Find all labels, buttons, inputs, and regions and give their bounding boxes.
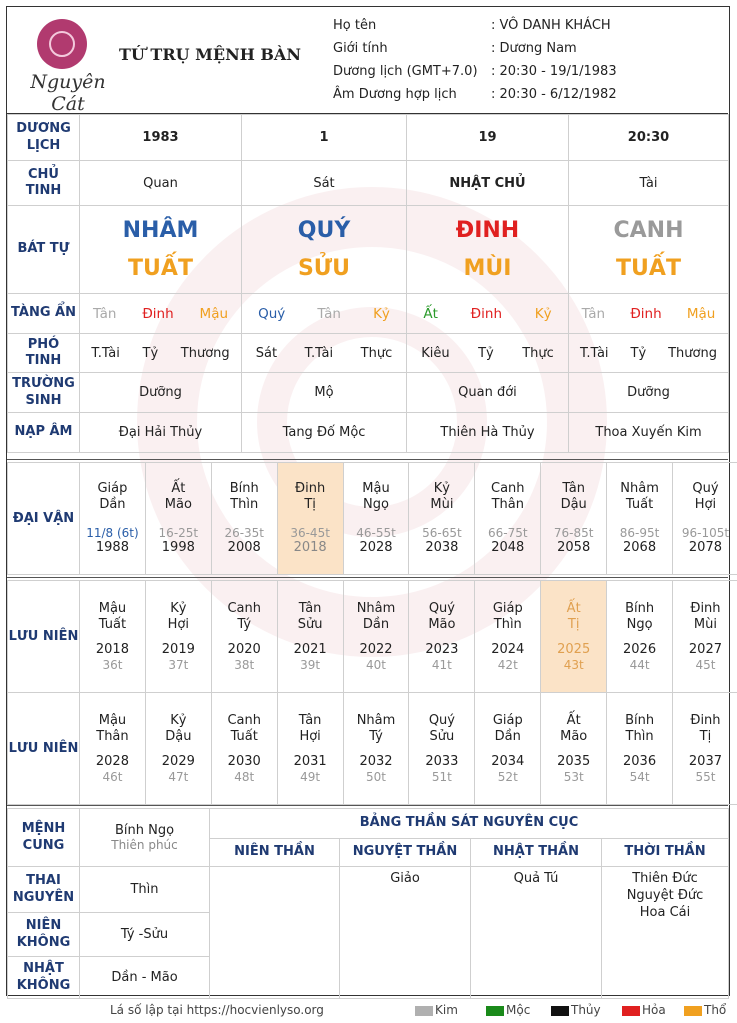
bat-tu-cell [569, 206, 729, 294]
luu-nien-cell [673, 581, 737, 693]
luu-nien-year: 2021 [293, 642, 327, 658]
tang-an-item: Tân [92, 305, 117, 322]
luu-nien-cell [541, 581, 607, 693]
luu-nien-can: Nhâm [356, 712, 396, 728]
dai-van-chi: Mão [164, 496, 192, 512]
dai-van-cell [673, 463, 737, 575]
luu-nien-age: 49t [300, 769, 321, 784]
truong-sinh-month: Mộ [242, 373, 407, 413]
than-sat-title: BẢNG THẦN SÁT NGUYÊN CỤC [210, 809, 729, 839]
label-truong-sinh: TRƯỜNG SINH [8, 373, 80, 413]
dai-van-age: 16-25t [158, 526, 199, 541]
luu-nien-can: Canh [227, 712, 261, 728]
legend-thuy: Thủy [551, 1003, 601, 1017]
info-label-solar: Dương lịch (GMT+7.0) [333, 64, 478, 79]
legend-tho: Thổ [684, 1003, 726, 1017]
tang-an-item: Mậu [686, 305, 716, 322]
tang-an-cell [407, 294, 569, 334]
dai-van-age: 56-65t [422, 526, 462, 541]
luu-nien-can: Kỷ [170, 712, 187, 728]
luu-nien-year: 2025 [557, 642, 591, 658]
dai-van-cell [541, 463, 607, 575]
pho-tinh-item: Thực [522, 345, 554, 361]
dai-van-chi: Ngọ [363, 496, 389, 512]
luu-nien-cell [211, 693, 277, 805]
luu-nien-age: 51t [431, 769, 452, 784]
luu-nien-age: 39t [300, 657, 321, 672]
luu-nien-can: Tân [298, 600, 322, 616]
dai-van-age: 96-105t [681, 526, 730, 541]
pillar-table [7, 114, 729, 453]
pho-tinh-cell [407, 334, 569, 373]
nhat-khong-value: Dần - Mão [80, 957, 210, 999]
pho-tinh-group [569, 346, 728, 361]
luu-nien-cell [80, 581, 146, 693]
pho-tinh-item: Sát [255, 345, 278, 361]
than-sat-col-thoi: THỜI THẦN [602, 839, 729, 867]
legend-hoa: Hỏa [622, 1003, 666, 1017]
luu-nien-chi: Mùi [693, 616, 717, 632]
nap-am-day: Thiên Hà Thủy [407, 413, 569, 453]
dai-van-can: Mậu [362, 480, 390, 496]
pillar-year-solar: 1983 [80, 115, 242, 161]
pho-tinh-cell [80, 334, 242, 373]
info-label-gender: Giới tính [333, 41, 388, 56]
luu-nien-table [7, 580, 737, 805]
dai-van-age: 76-85t [553, 526, 594, 541]
luu-nien-age: 45t [695, 657, 716, 672]
nap-am-hour: Thoa Xuyến Kim [569, 413, 729, 453]
luu-nien-year: 2023 [425, 642, 459, 658]
tang-an-item: Tân [317, 305, 341, 322]
tang-an-item: Đinh [470, 305, 502, 322]
luu-nien-chi: Mão [560, 728, 588, 744]
luu-nien-can: Canh [227, 600, 261, 616]
nap-am-month: Tang Đố Mộc [242, 413, 407, 453]
tang-an-item: Ất [423, 305, 438, 322]
than-sat-col-nien: NIÊN THẦN [210, 839, 340, 867]
dai-van-year: 2078 [688, 540, 722, 556]
truong-sinh-hour: Dưỡng [569, 373, 729, 413]
can-text: ĐINH [455, 218, 520, 244]
dai-van-cell [211, 463, 277, 575]
dai-van-can: Nhâm [620, 480, 659, 496]
dai-van-cell [607, 463, 673, 575]
dai-van-age: 11/8 (6t) [86, 526, 139, 541]
chu-tinh-hour: Tài [569, 161, 729, 206]
luu-nien-cell [607, 693, 673, 805]
luu-nien-chi: Ngọ [626, 616, 653, 632]
dai-van-cell [80, 463, 146, 575]
page-title: TỨ TRỤ MỆNH BÀN [119, 45, 301, 64]
dai-van-cell [343, 463, 409, 575]
luu-nien-can: Quý [428, 712, 455, 728]
divider [7, 459, 728, 460]
legend-moc: Mộc [486, 1003, 530, 1017]
luu-nien-year: 2031 [293, 754, 327, 770]
dai-van-chi: Dần [99, 496, 126, 512]
label-luu-nien-2: LƯU NIÊN [8, 693, 80, 805]
luu-nien-age: 48t [234, 769, 255, 784]
dai-van-age: 46-55t [356, 526, 396, 541]
luu-nien-chi: Hợi [167, 616, 189, 632]
luu-nien-age: 47t [168, 769, 189, 784]
luu-nien-chi: Tị [567, 616, 580, 632]
than-sat-col-nguyet: NGUYỆT THẦN [340, 839, 471, 867]
dai-van-can: Tân [562, 480, 585, 496]
luu-nien-age: 40t [366, 657, 386, 672]
chu-tinh-day: NHẬT CHỦ [407, 161, 569, 206]
pho-tinh-item: Thương [668, 345, 717, 361]
luu-nien-age: 43t [563, 657, 584, 672]
luu-nien-age: 53t [563, 769, 584, 784]
pillar-hour-solar: 20:30 [569, 115, 729, 161]
luu-nien-chi: Thân [96, 728, 129, 744]
luu-nien-year: 2018 [95, 642, 129, 658]
luu-nien-year: 2022 [359, 642, 393, 658]
luu-nien-cell [145, 581, 211, 693]
dai-van-cell [475, 463, 541, 575]
luu-nien-year: 2020 [227, 642, 261, 658]
luu-nien-year: 2035 [557, 754, 591, 770]
label-luu-nien-1: LƯU NIÊN [8, 581, 80, 693]
dai-van-year: 2058 [557, 540, 591, 556]
info-label-lunar: Âm Dương hợp lịch [333, 87, 457, 102]
tang-an-group [242, 306, 406, 322]
luu-nien-age: 55t [695, 769, 716, 784]
dai-van-cell [145, 463, 211, 575]
luu-nien-chi: Tý [237, 616, 252, 632]
luu-nien-age: 52t [497, 769, 518, 784]
chu-tinh-month: Sát [242, 161, 407, 206]
info-value-solar: : 20:30 - 19/1/1983 [491, 64, 617, 79]
luu-nien-year: 2037 [688, 754, 722, 770]
pho-tinh-group [80, 346, 241, 361]
luu-nien-age: 42t [497, 657, 518, 672]
dai-van-chi: Hợi [694, 496, 717, 512]
pho-tinh-item: Tỷ [142, 345, 159, 361]
luu-nien-chi: Sửu [297, 616, 323, 632]
dai-van-table [7, 462, 737, 575]
dai-van-chi: Thìn [230, 496, 259, 512]
chi-text: TUẤT [128, 255, 193, 281]
than-sat-nhat: Quả Tú [471, 867, 602, 999]
tang-an-item: Kỷ [534, 305, 552, 322]
luu-nien-chi: Hợi [299, 728, 321, 744]
luu-nien-cell [80, 693, 146, 805]
label-menh-cung: MỆNH CUNG [8, 809, 80, 867]
header [7, 7, 728, 114]
dai-van-year: 1998 [161, 540, 195, 556]
tang-an-group [80, 306, 241, 322]
pillar-month-solar: 1 [242, 115, 407, 161]
luu-nien-age: 38t [234, 657, 255, 672]
luu-nien-cell [475, 581, 541, 693]
divider [7, 577, 728, 578]
luu-nien-cell [673, 693, 737, 805]
luu-nien-can: Bính [625, 600, 655, 616]
than-sat-col-nhat: NHẬT THẦN [471, 839, 602, 867]
dai-van-chi: Mùi [430, 496, 454, 512]
tang-an-group [407, 306, 568, 322]
chi-text: TUẤT [616, 255, 681, 281]
luu-nien-can: Quý [428, 600, 455, 616]
divider [7, 805, 728, 806]
luu-nien-chi: Tý [369, 728, 383, 744]
nap-am-year: Đại Hải Thủy [80, 413, 242, 453]
footer [0, 1000, 737, 1022]
can-text: NHÂM [122, 218, 199, 244]
luu-nien-year: 2030 [227, 754, 261, 770]
chi-text: MÙI [463, 255, 512, 281]
pho-tinh-item: Tỷ [630, 345, 647, 361]
nien-khong-value: Tý -Sửu [80, 913, 210, 957]
tang-an-item: Đinh [142, 305, 174, 322]
luu-nien-cell [145, 693, 211, 805]
bottom-table [7, 808, 729, 999]
dai-van-year: 2038 [425, 540, 459, 556]
tang-an-group [569, 306, 728, 322]
dai-van-can: Bính [229, 480, 259, 496]
than-sat-nien [210, 867, 340, 999]
luu-nien-cell [409, 581, 475, 693]
pho-tinh-item: Thực [360, 345, 393, 361]
info-value-lunar: : 20:30 - 6/12/1982 [491, 87, 617, 102]
footer-source: Lá số lập tại https://hocvienlyso.org [110, 1003, 324, 1017]
dai-van-can: Canh [491, 480, 525, 496]
info-label-name: Họ tên [333, 18, 377, 33]
label-nap-am: NẠP ÂM [8, 413, 80, 453]
label-pho-tinh: PHÓ TINH [8, 334, 80, 373]
dai-van-chi: Dậu [560, 496, 587, 512]
dai-van-cell [409, 463, 475, 575]
luu-nien-age: 46t [102, 769, 123, 784]
truong-sinh-day: Quan đới [407, 373, 569, 413]
dai-van-year: 2068 [623, 540, 657, 556]
luu-nien-chi: Sửu [429, 728, 455, 744]
pho-tinh-cell [242, 334, 407, 373]
luu-nien-chi: Dần [362, 616, 390, 632]
tang-an-item: Quý [258, 305, 286, 322]
pho-tinh-item: Thương [180, 345, 230, 361]
luu-nien-can: Nhâm [356, 600, 396, 616]
logo-icon [37, 19, 87, 69]
dai-van-age: 36-45t [290, 526, 330, 541]
luu-nien-chi: Thìn [625, 728, 654, 744]
luu-nien-can: Giáp [492, 600, 523, 616]
tang-an-item: Tân [581, 305, 606, 322]
luu-nien-year: 2029 [161, 754, 195, 770]
luu-nien-cell [343, 581, 409, 693]
dai-van-chi: Tuất [625, 496, 654, 512]
luu-nien-age: 50t [366, 769, 386, 784]
luu-nien-year: 2019 [161, 642, 195, 658]
luu-nien-chi: Dậu [165, 728, 192, 744]
pho-tinh-cell [569, 334, 729, 373]
pho-tinh-item: Tỷ [478, 345, 494, 361]
luu-nien-chi: Tuất [98, 616, 127, 632]
pillar-day-solar: 19 [407, 115, 569, 161]
tang-an-item: Mậu [199, 305, 229, 322]
can-text: CANH [613, 218, 684, 244]
luu-nien-chi: Tị [699, 728, 712, 744]
luu-nien-age: 41t [431, 657, 452, 672]
luu-nien-age: 37t [168, 657, 189, 672]
dai-van-age: 26-35t [224, 526, 265, 541]
info-value-name: : VÔ DANH KHÁCH [491, 18, 611, 33]
chu-tinh-year: Quan [80, 161, 242, 206]
dai-van-year: 2048 [491, 540, 525, 556]
luu-nien-can: Đinh [690, 600, 721, 616]
bat-tu-cell [80, 206, 242, 294]
brand-name: Nguyên Cát [30, 71, 106, 115]
luu-nien-can: Đinh [690, 712, 721, 728]
luu-nien-cell [277, 693, 343, 805]
luu-nien-cell [343, 693, 409, 805]
luu-nien-year: 2027 [688, 642, 722, 658]
label-bat-tu: BÁT TỰ [8, 206, 80, 294]
can-text: QUÝ [297, 218, 351, 244]
luu-nien-age: 54t [629, 769, 650, 784]
luu-nien-year: 2034 [491, 754, 525, 770]
luu-nien-age: 36t [102, 657, 123, 672]
dai-van-can: Giáp [97, 480, 128, 496]
luu-nien-cell [277, 581, 343, 693]
luu-nien-age: 44t [629, 657, 650, 672]
info-value-gender: : Dương Nam [491, 41, 577, 56]
pho-tinh-group [407, 346, 568, 361]
luu-nien-can: Giáp [492, 712, 523, 728]
pho-tinh-group [242, 346, 406, 361]
dai-van-age: 86-95t [619, 526, 660, 541]
luu-nien-cell [211, 581, 277, 693]
luu-nien-cell [409, 693, 475, 805]
label-chu-tinh: CHỦ TINH [8, 161, 80, 206]
label-dai-van: ĐẠI VẬN [8, 463, 80, 575]
bat-tu-cell [407, 206, 569, 294]
tang-an-cell [242, 294, 407, 334]
luu-nien-cell [475, 693, 541, 805]
dai-van-can: Ất [171, 480, 186, 496]
than-sat-thoi: Thiên Đức Nguyệt Đức Hoa Cái [602, 867, 729, 999]
dai-van-year: 2008 [227, 540, 261, 556]
luu-nien-can: Tân [298, 712, 322, 728]
menh-cung-value: Bính Ngọ Thiên phúc [80, 809, 210, 867]
luu-nien-chi: Tuất [230, 728, 258, 744]
dai-van-year: 1988 [95, 540, 129, 556]
dai-van-cell [277, 463, 343, 575]
truong-sinh-year: Dưỡng [80, 373, 242, 413]
luu-nien-chi: Thìn [493, 616, 522, 632]
label-thai-nguyen: THAI NGUYÊN [8, 867, 80, 913]
luu-nien-can: Ất [566, 712, 581, 728]
dai-van-chi: Thân [491, 496, 524, 512]
luu-nien-chi: Mão [428, 616, 456, 632]
pho-tinh-item: T.Tài [91, 345, 120, 361]
tang-an-cell [80, 294, 242, 334]
dai-van-can: Kỷ [433, 480, 450, 496]
luu-nien-year: 2026 [623, 642, 657, 658]
thai-nguyen-value: Thìn [80, 867, 210, 913]
luu-nien-year: 2024 [491, 642, 525, 658]
luu-nien-cell [541, 693, 607, 805]
dai-van-chi: Tị [304, 496, 316, 512]
dai-van-can: Đinh [295, 480, 326, 496]
pho-tinh-item: T.Tài [579, 345, 609, 361]
than-sat-nguyet: Giảo [340, 867, 471, 999]
chart-sheet [6, 6, 730, 996]
pho-tinh-item: Kiêu [421, 345, 450, 361]
luu-nien-year: 2032 [359, 754, 393, 770]
luu-nien-year: 2033 [425, 754, 459, 770]
tang-an-item: Kỷ [373, 305, 390, 322]
luu-nien-chi: Dần [494, 728, 521, 744]
label-nien-khong: NIÊN KHÔNG [8, 913, 80, 957]
chi-text: SỬU [297, 255, 351, 281]
luu-nien-year: 2028 [95, 754, 129, 770]
luu-nien-can: Bính [625, 712, 655, 728]
luu-nien-can: Mậu [98, 600, 127, 616]
tang-an-cell [569, 294, 729, 334]
luu-nien-can: Kỷ [170, 600, 187, 616]
label-duong-lich: DƯƠNG LỊCH [8, 115, 80, 161]
luu-nien-can: Ất [566, 600, 581, 616]
dai-van-year: 2018 [293, 540, 327, 556]
legend-kim: Kim [415, 1003, 458, 1017]
dai-van-year: 2028 [359, 540, 393, 556]
bat-tu-cell [242, 206, 407, 294]
label-nhat-khong: NHẬT KHÔNG [8, 957, 80, 999]
dai-van-age: 66-75t [488, 526, 528, 541]
luu-nien-can: Mậu [98, 712, 127, 728]
label-tang-an: TÀNG ẨN [8, 294, 80, 334]
luu-nien-year: 2036 [623, 754, 657, 770]
tang-an-item: Đinh [630, 305, 662, 322]
pho-tinh-item: T.Tài [304, 345, 334, 361]
luu-nien-cell [607, 581, 673, 693]
dai-van-can: Quý [692, 480, 719, 496]
